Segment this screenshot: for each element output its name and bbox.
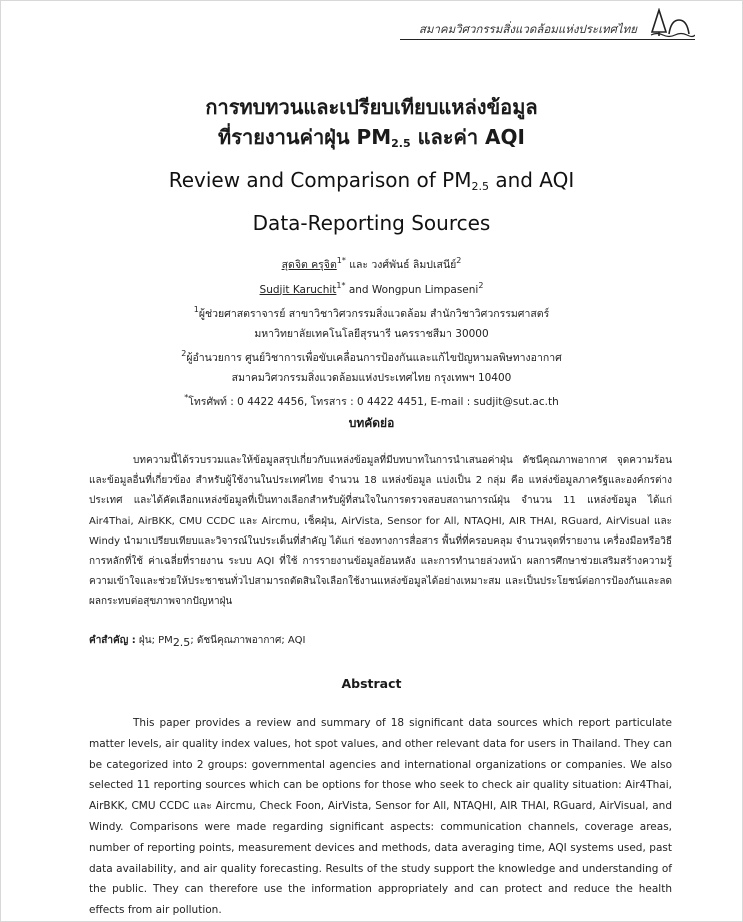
affiliation-2: $^2$ผู้อำนวยการ ศูนย์วิชาการเพื่อขับเคลื่อนการป้องกันและแก้ไขปัญหามลพิษทางอากาศ bbox=[181, 349, 562, 364]
affiliation-1: $^1$ผู้ช่วยศาสตราจารย์ สาขาวิชาวิศวกรรมสิ่งแวดล้อม สำนักวิชาวิศวกรรมศาสตร์ bbox=[193, 305, 550, 320]
paper-title bbox=[0, 92, 743, 238]
affiliation-2-address: สมาคมวิศวกรรมสิ่งแวดล้อมแห่งประเทศไทย กรุงเทพฯ 10400 bbox=[231, 371, 512, 384]
title-thai-line-2: ที่รายงานค่าฝุ่น $PM_{2.5}$ และค่า AQI bbox=[218, 125, 525, 150]
abstract-english-text: This paper provides a review and summary of 18 significant data sources which report particulate matter levels, air quality index values, hot spot values, and other relevant data for users in Thailand. They can be categorized into 2 groups: governmental agencies and international organizations or companies. We also selected 11 reporting sources which can be options for those who seek to check air quality situation: Air4Thai, AirBKK, CMU CCDC และ Aircmu, Check Foon, AirVista, Sensor for All, NTAQHI, AIR THAI, RGuard, AirVisual, and Windy. Comparisons were made regarding significant aspects: communication channels, coverage areas, number of reporting points, measurement devices and methods, data averaging time, AQI systems used, past data availability, and air quality forecasting. Results of the study support the knowledge and understanding of the public. They can therefore use the information appropriately and can protect and reduce the health effects from air pollution. bbox=[89, 717, 672, 917]
abstract-english-heading: Abstract bbox=[341, 676, 402, 691]
society-logo-icon bbox=[649, 8, 695, 38]
authors-english: Sudjit Karuchit$^{1*}$ and Wongpun Limpaseni$^2$ bbox=[259, 280, 484, 296]
contact-info: *โทรศัพท์ : 0 4422 4456, โทรสาร : 0 4422 4451, E-mail : sudjit@sut.ac.th bbox=[184, 393, 559, 408]
header-rule bbox=[400, 39, 695, 40]
abstract-english-body bbox=[89, 713, 672, 921]
abstract-thai-body bbox=[89, 451, 672, 613]
title-english-line-2: Data-Reporting Sources bbox=[252, 211, 491, 235]
keywords-label: คำสำคัญ : bbox=[89, 635, 136, 646]
author-block bbox=[0, 251, 743, 413]
journal-header bbox=[0, 0, 743, 50]
keywords: คำสำคัญ : ฝุ่น; $PM_{2.5}$; ดัชนีคุณภาพอากาศ; AQI bbox=[89, 635, 306, 649]
society-name: สมาคมวิศวกรรมสิ่งแวดล้อมแห่งประเทศไทย bbox=[418, 22, 637, 36]
affiliation-1-address: มหาวิทยาลัยเทคโนโลยีสุรนารี นครราชสีมา 30000 bbox=[254, 327, 489, 340]
authors-thai: สุดจิต ครุจิต$^{1*}$ และ วงศ์พันธ์ ลิมปเสนีย์$^2$ bbox=[281, 256, 462, 271]
abstract-thai-text: บทความนี้ได้รวบรวมและให้ข้อมูลสรุปเกี่ยวกับแหล่งข้อมูลที่มีบทบาทในการนำเสนอค่าฝุ่น ดัชนีคุณภาพอากาศ จุดความร้อน และข้อมูลอื่นที่เกี่ยวข้อง สำหรับผู้ใช้งานในประเทศไทย จำนวน 18 แหล่งข้อมูล แบ่งเป็น 2 กลุ่ม คือ แหล่งข้อมูลภาครัฐและองค์กรต่างประเทศ และได้คัดเลือกแหล่งข้อมูลที่เป็นทางเลือกสำหรับผู้ที่สนใจในการตรวจสอบสถานการณ์ฝุ่น จำนวน 11 แหล่งข้อมูล ได้แก่ Air4Thai, AirBKK, CMU CCDC และ Aircmu, เช็คฝุ่น, AirVista, Sensor for All, NTAQHI, AIR THAI, RGuard, AirVisual และ Windy นำมาเปรียบเทียบและวิจารณ์ในประเด็นที่สำคัญ ได้แก่ ช่องทางการสื่อสาร พื้นที่ที่ครอบคลุม จำนวนจุดที่รายงาน เครื่องมือหรือวิธีการหลักที่ใช้ ค่าเฉลี่ยที่รายงาน ระบบ AQI ที่ใช้ การรายงานข้อมูลย้อนหลัง และการทำนายล่วงหน้า ผลการศึกษาช่วยเสริมสร้างความรู้ความเข้าใจและช่วยให้ประชาชนทั่วไปสามารถตัดสินใจเลือกใช้งานแหล่งข้อมูลได้อย่างเหมาะสม และเป็นประโยชน์ต่อการป้องกันและลดผลกระทบต่อสุขภาพจากปัญหาฝุ่น bbox=[89, 455, 672, 608]
abstract-thai-heading: บทคัดย่อ bbox=[348, 416, 395, 430]
title-english-line-1: Review and Comparison of $PM_{2.5}$ and AQI bbox=[168, 168, 575, 193]
title-thai-line-1: การทบทวนและเปรียบเทียบแหล่งข้อมูล bbox=[205, 95, 538, 119]
